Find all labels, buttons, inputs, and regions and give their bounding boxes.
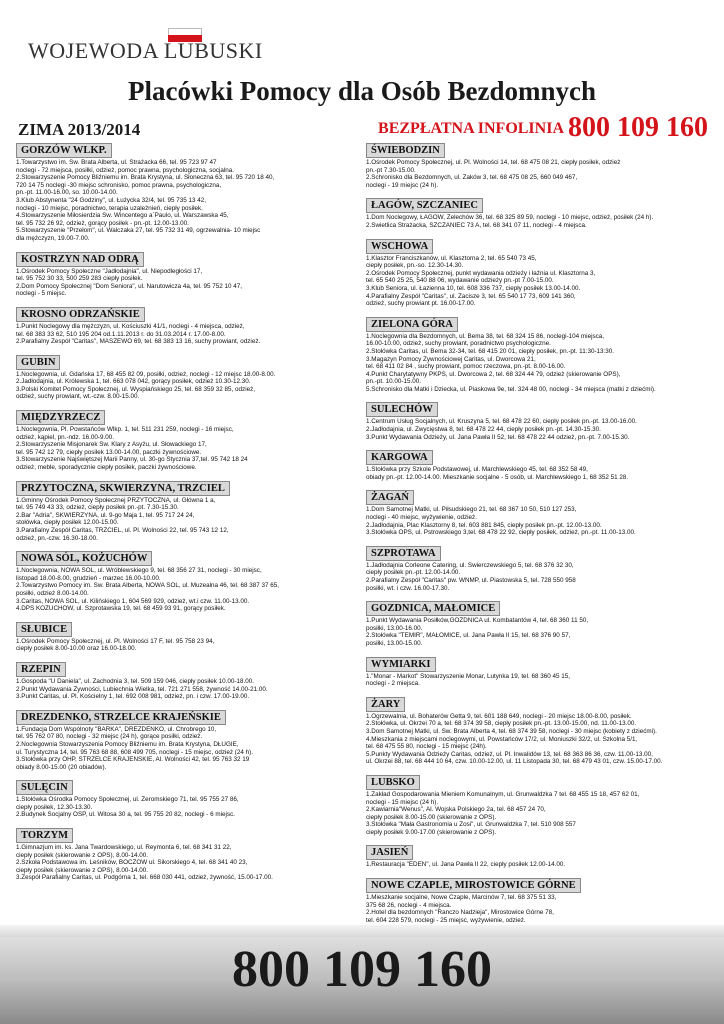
section-heading: JASIEŃ — [366, 845, 413, 860]
list-item: 1.Klasztor Franciszkanów, ul. Klasztorna 2, tel. 65 540 73 45, — [366, 254, 537, 262]
list-item: 3.Parafialny Zespół Caritas, TRZCIEL, ul. Pl. Wolności 22, tel. 95 743 12 12, — [16, 527, 229, 534]
section — [366, 694, 714, 766]
section-heading: TORZYM — [16, 828, 73, 843]
list-item: 3.Stołówka przy OHP, STRZELCE KRAJEŃSKIE, Al. Wolności 42, tel. 95 763 32 19 — [16, 756, 250, 764]
section-heading: GUBIN — [16, 355, 60, 370]
list-item: obiady 8.00-15.00 (20 obiadów). — [16, 763, 107, 771]
list-item: odzież, pn.-czw. 16.30-18.00. — [16, 534, 98, 542]
list-item: 3.Dom Samotnej Matki, ul. Św. Brata Alberta 4, tel. 68 374 39 58, noclegi - 30 miejsc (kobiety z dziećmi). — [366, 727, 657, 735]
list-item: odzież, suchy prowiant, wt.-czw. 8.00-15.00. — [16, 393, 140, 401]
section — [16, 825, 361, 882]
section — [366, 875, 714, 924]
list-item: 1.Mieszkanie socjalne, Nowe Czaple, Marcinów 7, tel. 68 375 51 33, — [366, 894, 557, 902]
footer-band-top — [0, 925, 724, 937]
section — [16, 304, 361, 346]
section — [16, 659, 361, 701]
section-heading: PRZYTOCZNA, SKWIERZYNA, TRZCIEL — [16, 481, 230, 496]
list-item: 2.Parafialny Zespół "Caritas", MASZEWO 69, tel. 68 383 13 16, suchy prowiant, odzież. — [16, 338, 261, 346]
list-item: 2.Towarzystwo Pomocy im. Św. Brata Alberta, NOWA SÓL, ul. Muzealna 46, tel. 68 387 37 65, — [16, 582, 279, 590]
list-item: 2.Punkt Wydawania Żywności, Lubiechnia Wielka, tel. 721 271 558, żywność 14.00-21.00. — [16, 685, 268, 693]
list-item: 3.Polski Komitet Pomocy Społecznej, ul. Wyspiańskiego 25, tel. 68 359 32 85, odzież, — [16, 385, 256, 393]
list-item: 3.Stołówka "Mała Gastronomia u Zosi", ul. Grunwaldzka 7, tel. 510 908 557 — [366, 821, 576, 829]
list-item: 1.Gospoda "U Daniela", ul. Zachodnia 3, tel. 509 159 046, ciepły posiłek 10.00-18.00. — [16, 677, 254, 685]
section-heading: WYMIARKI — [366, 657, 436, 672]
list-item: 1.Noclegownia, ul. Gdańska 17, 68 455 82 09, posiłki, odzież, noclegi - 12 miejsc 18.00-8.00. — [16, 370, 276, 378]
list-item: 3.Stołówka OPS, ul. Pstrowskiego 3,tel. 68 478 22 92, ciepły posiłek, odzież, pn.-pt. 11.00-13.00. — [366, 529, 636, 537]
section — [366, 772, 714, 837]
list-item: 2.Jadłodajnia, ul. Zwycięstwa 8, tel. 68 478 22 44, ciepły posiłek pn.-pt. 14.30-15.30. — [366, 426, 601, 434]
section — [16, 249, 361, 298]
list-item: 1.Dom Noclegowy, ŁAGÓW, Żelechów 36, tel. 68 325 89 59, noclegi - 10 miejsc, odzież, posiłek (24 h). — [366, 214, 654, 222]
list-item: noclegi - 19 miejsc (24 h). — [366, 181, 439, 189]
list-item: ciepły posiłek pn.-pt. 12.00-14.00. — [366, 569, 461, 577]
list-item: 3.Magazyn Pomocy Żywnościowej Caritas, ul. Dworcowa 21, — [366, 355, 536, 363]
list-item: 1.Gminny Ośrodek Pomocy Społecznej PRZYTOCZNA, ul. Główna 1 a, — [16, 496, 216, 504]
list-item: posiłki, odzież 8.00-14.00. — [16, 589, 89, 597]
list-item: 3.Caritas, NOWA SÓL, ul. Kilińskiego 1, 604 569 929, odzież, wt.i czw. 11.00-13.00. — [16, 597, 250, 605]
list-item: 1.Ośrodek Pomocy Społecznej, ul. Pl. Wolności 17 F, tel. 95 758 23 94, — [16, 637, 215, 645]
list-item: tel. 95 742 12 79, ciepły posiłek 13.00-14.00, paczki żywnościowe. — [16, 448, 202, 456]
section-heading: SULECHÓW — [366, 402, 438, 417]
list-item: tel. 604 228 579, noclegi - 25 miejsc, wyżywienie, odzież. — [366, 916, 526, 924]
section — [16, 140, 361, 243]
list-item: 2.Stołówka Caritas, ul. Bema 32-34, tel. 68 415 20 01, ciepły posiłek, pn.-pt. 11:30-13:30. — [366, 347, 615, 355]
list-item: 375 68 26, noclegi - 4 miejsca. — [366, 901, 452, 909]
right-column — [366, 140, 714, 930]
section — [16, 407, 361, 472]
section — [366, 236, 714, 308]
list-item: noclegi - 72 miejsca, posiłki, odzież, pomoc prawna, psychologiczna, socjalna. — [16, 166, 235, 174]
list-item: 2.Stołówka, ul. Okrzei 70 a, tel. 68 374 39 58, ciepły posiłek pn.-pt. 13.00-15.00, nd. 11.00-13.00. — [366, 720, 637, 728]
infoline-number: 800 109 160 — [568, 112, 708, 143]
list-item: 1.Noclegownia, NOWA SÓL, ul. Wróblewskiego 9, tel. 68 356 27 31, noclegi - 30 miejsc, — [16, 567, 262, 575]
list-item: 3.Punkt Wydawania Odzieży, ul. Jana Pawła II 52, tel. 68 478 22 44 odzież, pn.-pt. 7.00-15.30. — [366, 433, 630, 441]
list-item: 2.Ośrodek Pomocy Społecznej, punkt wydawania odzieży i łaźnia ul. Klasztorna 3, — [366, 269, 596, 277]
list-item: 4.DPS KOŻUCHÓW, ul. Szprotawska 19, tel. 68 459 93 91, gorący posiłek. — [16, 605, 226, 613]
list-item: 2.Stowarzyszenie Misjonarek Św. Klary z Asyżu, ul. Słowackiego 17, — [16, 441, 207, 449]
list-item: 1.Towarzystwo im. Św. Brata Alberta, ul. Strażacka 66, tel. 95 723 97 47 — [16, 159, 217, 166]
list-item: tel. 68 383 33 62, 510 195 204 od.1.11.2013 r. do 31.03.2014 r. 17.00-8.00. — [16, 330, 226, 338]
section — [16, 707, 361, 772]
section — [366, 447, 714, 481]
list-item: odzież, suchy prowiant pt. 16.00-17.00. — [366, 300, 476, 308]
list-item: 3.Klub Seniora, ul. Łazienna 10, tel. 608 336 737, ciepły posiłek 13.00-14.00. — [366, 284, 581, 292]
list-item: posiłki, wt. i czw. 16.00-17.30. — [366, 584, 450, 592]
section — [366, 140, 714, 189]
list-item: pn.-pt. 11.00-16.00, so. 10.00-14.00. — [16, 189, 118, 197]
list-item: 1.Ośrodek Pomocy Społecznej, ul. Pl. Wolności 14, tel. 68 475 08 21, ciepły posiłek, odzież — [366, 159, 621, 166]
list-item: 2.Stołówka "TEMIR", MAŁOMICE, ul. Jana Pawła II 15, tel. 68 376 90 57, — [366, 632, 571, 640]
section — [16, 777, 361, 819]
list-item: ciepły posiłek, pn.-so. 12.30-14.30. — [366, 262, 464, 270]
left-column — [16, 140, 361, 888]
list-item: 4.Stowarzyszenie Miłosierdzia Św. Wincentego a`Paulo, ul. Warszawska 45, — [16, 212, 229, 220]
list-item: dla mężczyzn, 19.00-7.00. — [16, 234, 90, 242]
section-heading: KROSNO ODRZAŃSKIE — [16, 307, 145, 322]
list-item: listopad 18.00-8.00, grudzień - marzec 16.00-10.00. — [16, 574, 161, 582]
season-label: ZIMA 2013/2014 — [18, 120, 141, 139]
list-item: 2.Jadłodajnia, ul. Królewska 1, tel. 663 078 042, gorący posiłek, odzież 10.30-12.30. — [16, 378, 251, 386]
list-item: odzież, kąpiel, pn.-ndz. 16.00-9.00. — [16, 433, 115, 441]
section-heading: WSCHOWA — [366, 239, 433, 254]
section-heading: ŁAGÓW, SZCZANIEC — [366, 198, 483, 213]
list-item: 1.Punkt Noclegowy dla mężczyzn, ul. Kościuszki 41/1, noclegi - 4 miejsca, odzież, — [16, 322, 245, 330]
list-item: 1.Noclegownia dla Bezdomnych, ul. Bema 38, tel. 68 324 15 86, noclegi-104 miejsca, — [366, 332, 605, 340]
list-item: noclegi - 40 miejsc, wyżywienie, odzież. — [366, 514, 477, 522]
section — [366, 842, 714, 869]
list-item: 1.Stołówka Ośrodka Pomocy Społecznej, ul. Żeromskiego 71, tel. 95 755 27 86, — [16, 796, 239, 804]
list-item: noclegi - 15 miejsc (24 h). — [366, 798, 439, 806]
list-item: ul. Okrzei 88, tel. 68 444 10 64, czw. 10.00-12.00, ul. 11 Listopada 30, tel. 68 479 43 01, czw. 15.00-17.00. — [366, 758, 663, 766]
section — [366, 195, 714, 229]
list-item: 1.Dom Samotnej Matki, ul. Piłsudskiego 21, tel. 68 367 10 50, 510 127 253, — [366, 506, 577, 514]
list-item: tel. 65 540 25 25, 540 88 06, wydawanie odzieży pn.-pt 7.00-15.00. — [366, 277, 554, 285]
list-item: 3.Klub Abstynenta "24 Godziny", ul. Łużycka 32/4, tel. 95 735 13 42, — [16, 196, 207, 204]
section-heading: NOWE CZAPLE, MIROSTOWICE GÓRNE — [366, 878, 581, 893]
list-item: 2.Parafialny Zespół "Caritas" pw. WNMP, ul. Piastowska 5, tel. 728 550 958 — [366, 577, 576, 584]
list-item: tel. 95 749 43 33, odzież, ciepły posiłek pn.-pt. 7.30-15.30. — [16, 504, 179, 512]
section — [16, 352, 361, 401]
section — [366, 598, 714, 647]
section-heading: ZIELONA GÓRA — [366, 317, 458, 332]
list-item: tel. 95 732 26 92, odzież, gorący posiłek - pn.-pt. 12.00-13.00. — [16, 219, 189, 227]
list-item: 1.Fundacja Dom Wspólnoty "BARKA", DREZDENKO, ul. Chrobrego 10, — [16, 725, 217, 733]
list-item: 1.Punkt Wydawania Posiłków,GOZDNICA ul. Kombatantów 4, tel. 68 360 11 50, — [366, 617, 589, 625]
section-heading: MIĘDZYRZECZ — [16, 410, 105, 425]
list-item: 1.Centrum Usług Socjalnych, ul. Kruszyna 5, tel. 68 478 22 60, ciepły posiłek pn.-pt. 13.00-16.00. — [366, 418, 637, 426]
section-heading: KOSTRZYN NAD ODRĄ — [16, 252, 144, 267]
list-item: 16.00-10.00, odzież, suchy prowiant, poradnictwo psychologiczne. — [366, 340, 551, 348]
section — [366, 487, 714, 536]
list-item: 5.Stowarzyszenie "Przełom", ul. Walczaka 27, tel. 95 732 31 49, ogrzewalnia- 10 miejsc — [16, 227, 261, 235]
list-item: 1.Zakład Gospodarowania Mieniem Komunalnym, ul. Grunwaldzka 7 tel. 68 455 15 18, 457 62 01, — [366, 790, 640, 798]
list-item: ciepły posiłek (skierowanie z OPS), 8.00-14.00. — [16, 866, 148, 874]
section-heading: SZPROTAWA — [366, 546, 441, 561]
list-item: 720 14 75 noclegi -30 miejsc schronisko, pomoc prawna, psychologiczna, — [16, 181, 222, 189]
list-item: 2.Świetlica Strażacka, SZCZANIEC 73 A, tel. 68 341 07 11, noclegi - 4 miejsca. — [366, 221, 587, 229]
list-item: pn.-pt 7.30-15.00. — [366, 166, 416, 174]
section — [16, 619, 361, 653]
list-item: 3.Stowarzyszenie Najświętszej Marii Panny, ul. 30-go Stycznia 37,tel. 95 742 18 24 — [16, 456, 248, 464]
section — [16, 548, 361, 613]
section-heading: ŚWIEBODZIN — [366, 143, 445, 158]
list-item: 4.Parafialny Zespół "Caritas", ul. Zacisze 3, tel. 65 540 17 73, 609 141 360, — [366, 292, 576, 300]
list-item: ciepły posiłek 8.00-10.00 oraz 16.00-18.00. — [16, 645, 137, 653]
list-item: 1.Noclegownia, Pl. Powstańców Wlkp. 1, tel. 511 231 259, noclegi - 16 miejsc, — [16, 426, 234, 434]
list-item: odzież, meble, sporadycznie ciepły posiłek, paczki żywnościowe. — [16, 464, 197, 472]
list-item: tel. 68 475 55 80, noclegi - 15 miejsc (24h). — [366, 743, 487, 751]
footer-phone-number: 800 109 160 — [232, 941, 492, 998]
list-item: 5.Punkty Wydawania Odzieży Caritas, odzież, ul. Pl. Inwalidów 13, tel. 68 363 86 36, czw. 11.00-13.00, — [366, 750, 653, 758]
list-item: tel. 95 752 30 33, 500 259 283 ciepły posiłek. — [16, 275, 143, 283]
list-item: posiłki, 13.00-15.00. — [366, 639, 423, 647]
section-heading: DREZDENKO, STRZELCE KRAJEŃSKIE — [16, 710, 226, 725]
section-heading: SULĘCIN — [16, 780, 73, 795]
list-item: stołówka, ciepły posiłek 12.00-15.00. — [16, 519, 119, 527]
list-item: noclegi - 10 miejsc, poradnictwo, terapia uzależnień, ciepły posiłek. — [16, 204, 203, 212]
list-item: 2.Stowarzyszenie Pomocy Bliźniemu im. Brata Krystyna, ul. Słoneczna 63, tel. 95 720 18 40, — [16, 174, 275, 182]
section-heading: ŻARY — [366, 697, 405, 712]
section-heading: SŁUBICE — [16, 622, 72, 637]
list-item: pn.-pt. 10.00-15.00. — [366, 378, 421, 386]
list-item: obiady pn.-pt. 12.00-14.00. Mieszkanie socjalne - 5 osób, ul. Marchlewskiego 1, 68 352 51 28. — [366, 473, 629, 481]
list-item: ul. Turystyczna 14, tel. 95 763 68 88, 608 499 705, noclegi - 15 miejsc, odzież (24 h). — [16, 748, 253, 756]
section-heading: LUBSKO — [366, 775, 420, 790]
list-item: tel. 68 411 02 84 , suchy prowiant, pomoc rzeczowa, pn.-pt. 8.00-16.00. — [366, 363, 566, 371]
list-item: ciepły posiłek (skierowanie z OPS), 8.00-14.00. — [16, 851, 148, 859]
section-heading: RZEPIN — [16, 662, 66, 677]
section-heading: GOZDNICA, MAŁOMICE — [366, 601, 500, 616]
section — [16, 478, 361, 543]
list-item: tel. 95 762 07 80, noclegi - 32 miejsc (24 h), gorące posiłki, odzież. — [16, 733, 203, 741]
section — [366, 314, 714, 394]
list-item: ciepły posiłek 9.00-17.00 (skierowanie z OPS). — [366, 828, 497, 836]
list-item: 3.Zespół Parafialny Caritas, ul. Podgórna 1, tel. 668 030 441, odzież, żywność, 15.00-17.00. — [16, 874, 273, 882]
section — [366, 543, 714, 592]
list-item: 2.Szkoła Podstawowa im. Leśników, BOCZÓW ul. Sikorskiego 4, tel. 68 341 40 23, — [16, 859, 248, 867]
logo-text: WOJEWODA LUBUSKI — [28, 38, 263, 63]
list-item: 1.Stołówka przy Szkole Podstawowej, ul. Marchlewskiego 45, tel. 68 352 58 49, — [366, 466, 588, 474]
infoline-label: BEZPŁATNA INFOLINIA — [378, 120, 564, 137]
page-title: Placówki Pomocy dla Osób Bezdomnych — [127, 76, 596, 106]
list-item: 2.Dom Pomocy Społecznej "Dom Seniora", ul. Narutowicza 4a, tel. 95 752 10 47, — [16, 282, 243, 290]
section — [366, 654, 714, 688]
logo — [28, 28, 288, 68]
list-item: ciepły posiłek 8.00-15.00 (skierowanie z OPS). — [366, 813, 497, 821]
list-item: 2.Schronisko dla Bezdomnych, ul. Żaków 3, tel. 68 475 08 25, 660 049 467, — [366, 174, 578, 182]
list-item: posiłki, 13.00-16.00. — [366, 624, 423, 632]
list-item: 4.Punkt Charytatywny PKPS, ul. Dworcowa 2, tel. 68 324 44 79, odzież (skierowanie OPS), — [366, 370, 621, 378]
list-item: noclegi - 2 miejsca. — [366, 680, 420, 688]
list-item: 1.Restauracja "EDEN", ul. Jana Pawła II 22, ciepły posiłek 12.00-14.00. — [366, 861, 566, 869]
list-item: 1.Gimnazjum im. ks. Jana Twardowskiego, ul. Reymonta 6, tel. 68 341 31 22, — [16, 844, 232, 852]
list-item: 2.Hotel dla bezdomnych "Ranczo Nadzieja", Mirostowice Górne 78, — [366, 909, 554, 917]
list-item: 2.Bar "Adria", SKWIERZYNA, ul. 9-go Maja 1, tel. 95 717 24 24, — [16, 511, 195, 519]
list-item: 2.Kawiarnia"Wenus", Al. Wojska Polskiego 2a, tel. 68 457 24 70, — [366, 806, 546, 814]
list-item: 3.Punkt Caritas, ul. Pl. Kościelny 1, tel. 692 008 981, odzież, pn. i czw. 17.00-19.00. — [16, 693, 250, 701]
list-item: 2.Jadłodajnia, Plac Klasztorny 8, tel. 603 881 845, ciepły posiłek pn.-pt. 12.00-13.00. — [366, 521, 602, 529]
list-item: 1.Jadłodajnia Corleone Catering, ul. Świerczewskiego 5, tel. 68 376 32 30, — [366, 561, 574, 569]
list-item: noclegi - 5 miejsc. — [16, 290, 67, 298]
list-item: 2.Budynek Socjalny OSP, ul. Witosa 30 a, tel. 95 755 20 82, noclegi - 6 miejsc. — [16, 811, 235, 819]
list-item: 1.Ośrodek Pomocy Społeczne "Jadłodajnia", ul. Niepodległości 17, — [16, 267, 203, 275]
section-heading: GORZÓW WLKP. — [16, 143, 112, 158]
list-item: 1."Monar - Markot" Stowarzyszenie Monar, Lutynka 19, tel. 68 360 45 15, — [366, 672, 570, 680]
list-item: 4.Mieszkania z miejscami noclegowymi, ul. Powstańców 17/2, ul. Moniuszki 32/2, ul. Szkolna 5/1, — [366, 735, 638, 743]
list-item: ciepły posiłek, 12.30-13.30. — [16, 803, 93, 811]
section-heading: ŻAGAŃ — [366, 490, 414, 505]
list-item: 5.Schronisko dla Matki i Dziecka, ul. Piaskowa 9e, tel. 324 48 00, noclegi - 34 miejsca (matki z dziećmi). — [366, 385, 656, 393]
section-heading: KARGOWA — [366, 450, 433, 465]
list-item: 2.Noclegownia Stowarzyszenia Pomocy Bliźniemu im. Brata Krystyna, DŁUGIE, — [16, 740, 239, 748]
list-item: 1.Ogrzewalnia, ul. Bohaterów Getta 9, tel. 601 188 649, noclegi - 20 miejsc 18.00-8.00, posiłek. — [366, 712, 632, 720]
section — [366, 399, 714, 441]
section-heading: NOWA SÓL, KOŻUCHÓW — [16, 551, 152, 566]
